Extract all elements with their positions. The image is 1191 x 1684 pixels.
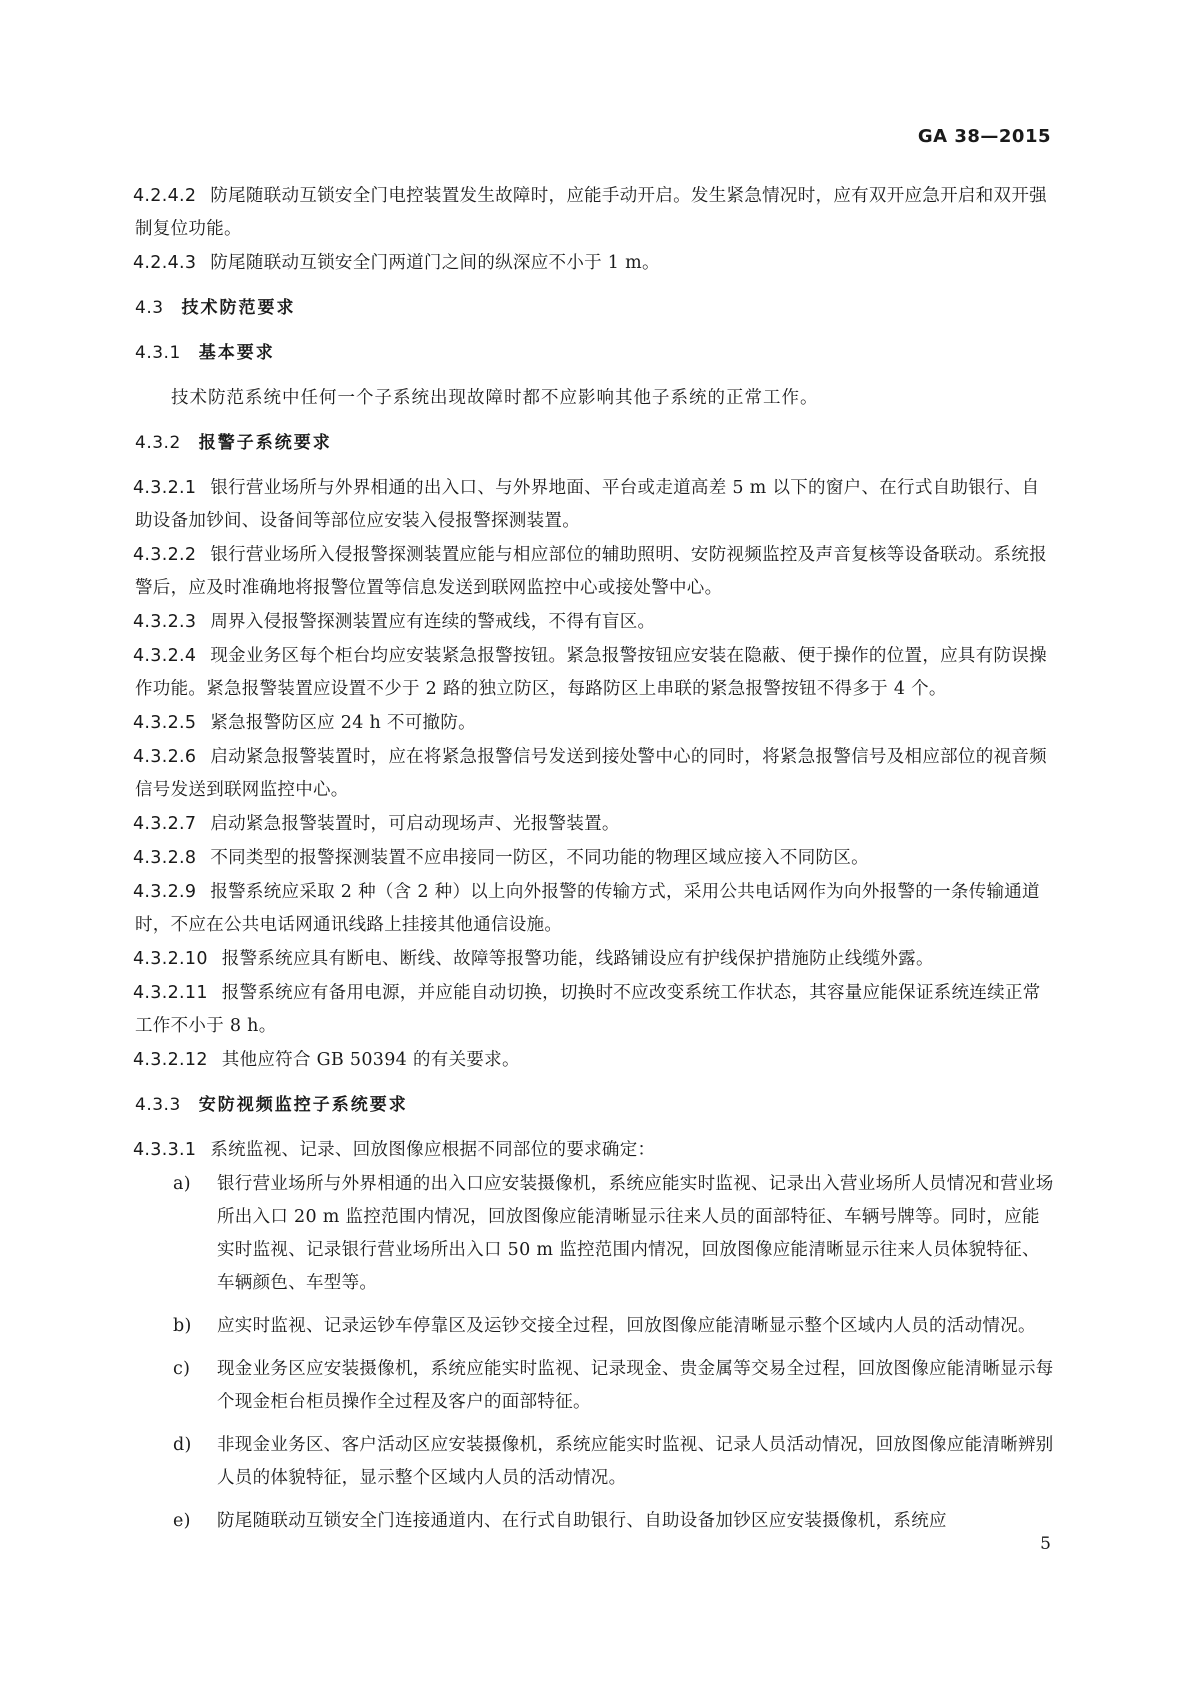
clause-number: 4.3.2.7 [133, 814, 197, 834]
section-number: 4.3.2 [135, 433, 181, 453]
clause-4-3-2-1 [135, 472, 1055, 538]
clause-4-3-2-5 [135, 707, 1055, 740]
clause-4-2-4-2 [135, 180, 1055, 246]
list-marker: c) [173, 1359, 191, 1379]
list-marker: a) [173, 1174, 191, 1194]
list-item-c [135, 1353, 1055, 1419]
list-item-text: 银行营业场所与外界相通的出入口应安装摄像机，系统应能实时监视、记录出入营业场所人员情况和营业场所出入口 20 m 监控范围内情况，回放图像应能清晰显示往来人员的面部特征、车辆号牌等。同时，应能实时监视、记录银行营业场所出入口 50 m 监控范围内情况，回放图像应能清晰显示往来人员体貌特征、车辆颜色、车型等。 [217, 1174, 1054, 1293]
section-heading-4-3-2 [135, 427, 1055, 460]
list-marker: d) [173, 1435, 192, 1455]
section-title: 安防视频监控子系统要求 [198, 1095, 408, 1115]
list-item-a [135, 1168, 1055, 1300]
clause-number: 4.3.2.9 [133, 882, 197, 902]
section-heading-4-3-3 [135, 1089, 1055, 1122]
clause-text: 紧急报警防区应 24 h 不可撤防。 [210, 713, 476, 733]
clause-number: 4.3.2.1 [133, 478, 197, 498]
document-body [135, 180, 1055, 1548]
page-number: 5 [1040, 1534, 1051, 1554]
clause-text: 报警系统应具有断电、断线、故障等报警功能，线路铺设应有护线保护措施防止线缆外露。 [221, 949, 934, 969]
clause-text: 银行营业场所与外界相通的出入口、与外界地面、平台或走道高差 5 m 以下的窗户、在行式自助银行、自助设备加钞间、设备间等部位应安装入侵报警探测装置。 [135, 478, 1040, 531]
list-item-text: 应实时监视、记录运钞车停靠区及运钞交接全过程，回放图像应能清晰显示整个区域内人员的活动情况。 [217, 1316, 1036, 1336]
clause-number: 4.3.2.2 [133, 545, 197, 565]
section-title: 报警子系统要求 [198, 433, 332, 453]
clause-4-3-2-12 [135, 1044, 1055, 1077]
clause-4-2-4-3 [135, 247, 1055, 280]
clause-4-3-2-9 [135, 876, 1055, 942]
clause-number: 4.3.2.3 [133, 612, 197, 632]
list-item-d [135, 1429, 1055, 1495]
list-item-text: 非现金业务区、客户活动区应安装摄像机，系统应能实时监视、记录人员活动情况，回放图像应能清晰辨别人员的体貌特征，显示整个区域内人员的活动情况。 [217, 1435, 1054, 1488]
clause-4-3-2-10 [135, 943, 1055, 976]
clause-text: 现金业务区每个柜台均应安装紧急报警按钮。紧急报警按钮应安装在隐蔽、便于操作的位置，应具有防误操作功能。紧急报警装置应设置不少于 2 路的独立防区，每路防区上串联的紧急报警按钮不得多于 4 个。 [135, 646, 1047, 699]
clause-text: 周界入侵报警探测装置应有连续的警戒线，不得有盲区。 [210, 612, 656, 632]
clause-text: 防尾随联动互锁安全门两道门之间的纵深应不小于 1 m。 [210, 253, 660, 273]
clause-number: 4.3.2.10 [133, 949, 208, 969]
clause-text: 报警系统应有备用电源，并应能自动切换，切换时不应改变系统工作状态，其容量应能保证系统连续正常工作不小于 8 h。 [135, 983, 1041, 1036]
list-item-text: 现金业务区应安装摄像机，系统应能实时监视、记录现金、贵金属等交易全过程，回放图像应能清晰显示每个现金柜台柜员操作全过程及客户的面部特征。 [217, 1359, 1054, 1412]
clause-4-3-2-3 [135, 606, 1055, 639]
clause-text: 启动紧急报警装置时，应在将紧急报警信号发送到接处警中心的同时，将紧急报警信号及相应部位的视音频信号发送到联网监控中心。 [135, 747, 1047, 800]
clause-number: 4.3.2.4 [133, 646, 197, 666]
section-title: 技术防范要求 [181, 298, 296, 318]
clause-number: 4.3.2.8 [133, 848, 197, 868]
clause-number: 4.3.3.1 [133, 1140, 197, 1160]
clause-number: 4.2.4.3 [133, 253, 197, 273]
list-item-b [135, 1310, 1055, 1343]
list-item-text: 防尾随联动互锁安全门连接通道内、在行式自助银行、自助设备加钞区应安装摄像机，系统应 [217, 1511, 947, 1531]
clause-4-3-2-8 [135, 842, 1055, 875]
clause-text: 其他应符合 GB 50394 的有关要求。 [221, 1050, 520, 1070]
section-number: 4.3.1 [135, 343, 181, 363]
list-marker: b) [173, 1316, 192, 1336]
clause-number: 4.3.2.6 [133, 747, 197, 767]
clause-text: 不同类型的报警探测装置不应串接同一防区，不同功能的物理区域应接入不同防区。 [210, 848, 869, 868]
section-heading-4-3 [135, 292, 1055, 325]
clause-4-3-2-7 [135, 808, 1055, 841]
section-heading-4-3-1 [135, 337, 1055, 370]
standard-code: GA 38—2015 [917, 126, 1051, 147]
section-title: 基本要求 [198, 343, 275, 363]
clause-number: 4.3.2.12 [133, 1050, 208, 1070]
clause-text: 银行营业场所入侵报警探测装置应能与相应部位的辅助照明、安防视频监控及声音复核等设备联动。系统报警后，应及时准确地将报警位置等信息发送到联网监控中心或接处警中心。 [135, 545, 1047, 598]
clause-4-3-2-4 [135, 640, 1055, 706]
clause-text: 启动紧急报警装置时，可启动现场声、光报警装置。 [210, 814, 620, 834]
section-paragraph: 技术防范系统中任何一个子系统出现故障时都不应影响其他子系统的正常工作。 [171, 388, 819, 408]
clause-number: 4.2.4.2 [133, 186, 197, 206]
clause-text: 系统监视、记录、回放图像应根据不同部位的要求确定： [210, 1140, 656, 1160]
list-item-e [135, 1505, 1055, 1538]
clause-4-3-2-6 [135, 741, 1055, 807]
clause-4-3-3-1 [135, 1134, 1055, 1167]
clause-number: 4.3.2.11 [133, 983, 208, 1003]
clause-text: 防尾随联动互锁安全门电控装置发生故障时，应能手动开启。发生紧急情况时，应有双开应急开启和双开强制复位功能。 [135, 186, 1047, 239]
clause-number: 4.3.2.5 [133, 713, 197, 733]
section-number: 4.3.3 [135, 1095, 181, 1115]
clause-4-3-2-2 [135, 539, 1055, 605]
list-marker: e) [173, 1511, 191, 1531]
clause-4-3-2-11 [135, 977, 1055, 1043]
clause-text: 报警系统应采取 2 种（含 2 种）以上向外报警的传输方式，采用公共电话网作为向外报警的一条传输通道时，不应在公共电话网通讯线路上挂接其他通信设施。 [135, 882, 1040, 935]
section-number: 4.3 [135, 298, 164, 318]
